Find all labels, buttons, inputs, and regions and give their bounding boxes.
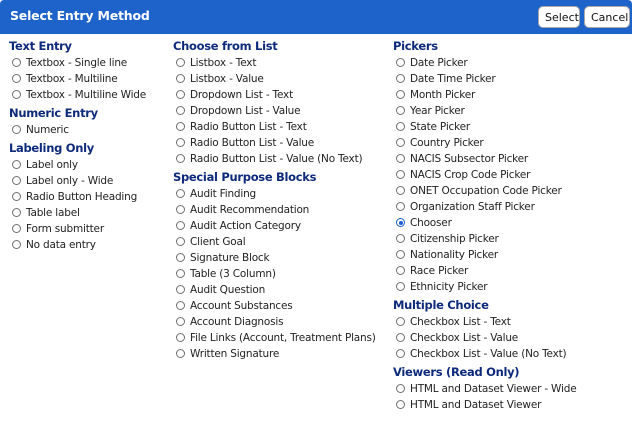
radio-button[interactable] bbox=[396, 170, 405, 179]
section-multiple-choice bbox=[393, 297, 629, 362]
option-label[interactable]: Chooser bbox=[410, 217, 452, 229]
option-label[interactable]: Numeric bbox=[26, 124, 69, 136]
radio-button[interactable] bbox=[12, 74, 21, 83]
radio-button[interactable] bbox=[396, 384, 405, 393]
section-heading: Viewers (Read Only) bbox=[393, 365, 520, 379]
radio-button[interactable] bbox=[396, 218, 405, 227]
option-label[interactable]: Citizenship Picker bbox=[410, 233, 499, 245]
option-label[interactable]: Radio Button List - Value (No Text) bbox=[190, 153, 363, 165]
option-race-picker[interactable] bbox=[393, 263, 629, 279]
section-special-purpose-blocks bbox=[173, 169, 389, 362]
option-label[interactable]: Table (3 Column) bbox=[190, 268, 276, 280]
option-nacis-crop-code-picker[interactable] bbox=[393, 167, 629, 183]
option-textbox-multiline[interactable] bbox=[9, 71, 169, 87]
radio-button[interactable] bbox=[396, 349, 405, 358]
option-radio-button-list-value-no-text[interactable] bbox=[173, 151, 389, 167]
option-label[interactable]: Radio Button List - Value bbox=[190, 137, 315, 149]
option-dropdown-list-value[interactable] bbox=[173, 103, 389, 119]
section-heading: Multiple Choice bbox=[393, 298, 489, 312]
option-table-3-column[interactable] bbox=[173, 266, 389, 282]
option-signature-block[interactable] bbox=[173, 250, 389, 266]
option-label[interactable]: Account Substances bbox=[190, 300, 293, 312]
radio-button[interactable] bbox=[176, 58, 185, 67]
option-label[interactable]: File Links (Account, Treatment Plans) bbox=[190, 332, 376, 344]
radio-button[interactable] bbox=[176, 205, 185, 214]
option-year-picker[interactable] bbox=[393, 103, 629, 119]
option-label[interactable]: Checkbox List - Value (No Text) bbox=[410, 348, 567, 360]
radio-button[interactable] bbox=[12, 90, 21, 99]
section-heading: Choose from List bbox=[173, 39, 278, 53]
select-button[interactable]: Select bbox=[538, 6, 580, 28]
option-radio-button-heading[interactable] bbox=[9, 189, 169, 205]
option-radio-button-list-value[interactable] bbox=[173, 135, 389, 151]
radio-button[interactable] bbox=[396, 317, 405, 326]
option-label[interactable]: Written Signature bbox=[190, 348, 280, 360]
option-label[interactable]: Form submitter bbox=[26, 223, 104, 235]
option-date-time-picker[interactable] bbox=[393, 71, 629, 87]
radio-button[interactable] bbox=[12, 224, 21, 233]
radio-button[interactable] bbox=[176, 189, 185, 198]
radio-button[interactable] bbox=[396, 154, 405, 163]
option-label[interactable]: Audit Question bbox=[190, 284, 266, 296]
dialog-titlebar bbox=[0, 0, 632, 34]
radio-button[interactable] bbox=[396, 266, 405, 275]
option-ethnicity-picker[interactable] bbox=[393, 279, 629, 295]
radio-button[interactable] bbox=[176, 269, 185, 278]
option-label[interactable]: Organization Staff Picker bbox=[410, 201, 535, 213]
radio-button[interactable] bbox=[176, 138, 185, 147]
radio-button[interactable] bbox=[176, 301, 185, 310]
option-audit-recommendation[interactable] bbox=[173, 202, 389, 218]
radio-button[interactable] bbox=[176, 237, 185, 246]
option-label[interactable]: Country Picker bbox=[410, 137, 484, 149]
radio-button[interactable] bbox=[396, 90, 405, 99]
radio-button[interactable] bbox=[176, 333, 185, 342]
option-client-goal[interactable] bbox=[173, 234, 389, 250]
option-form-submitter[interactable] bbox=[9, 221, 169, 237]
radio-button[interactable] bbox=[176, 154, 185, 163]
option-label[interactable]: Month Picker bbox=[410, 89, 476, 101]
option-label[interactable]: Audit Finding bbox=[190, 188, 257, 200]
section-viewers-read-only bbox=[393, 364, 629, 413]
option-label[interactable]: ONET Occupation Code Picker bbox=[410, 185, 562, 197]
section-heading: Pickers bbox=[393, 39, 438, 53]
option-label-only[interactable] bbox=[9, 157, 169, 173]
option-country-picker[interactable] bbox=[393, 135, 629, 151]
radio-button[interactable] bbox=[396, 234, 405, 243]
option-written-signature[interactable] bbox=[173, 346, 389, 362]
section-choose-from-list bbox=[173, 38, 389, 167]
radio-button[interactable] bbox=[396, 106, 405, 115]
radio-button[interactable] bbox=[12, 160, 21, 169]
option-label[interactable]: Listbox - Value bbox=[190, 73, 264, 85]
section-heading: Special Purpose Blocks bbox=[173, 170, 317, 184]
section-pickers bbox=[393, 38, 629, 295]
option-organization-staff-picker[interactable] bbox=[393, 199, 629, 215]
option-label[interactable]: No data entry bbox=[26, 239, 96, 251]
radio-button[interactable] bbox=[396, 138, 405, 147]
section-labeling-only bbox=[9, 140, 169, 253]
cancel-button[interactable]: Cancel bbox=[584, 6, 630, 28]
radio-button[interactable] bbox=[176, 349, 185, 358]
section-heading: Numeric Entry bbox=[9, 106, 98, 120]
option-citizenship-picker[interactable] bbox=[393, 231, 629, 247]
section-numeric-entry bbox=[9, 105, 169, 138]
option-label[interactable]: Listbox - Text bbox=[190, 57, 257, 69]
radio-button[interactable] bbox=[396, 122, 405, 131]
option-listbox-text[interactable] bbox=[173, 55, 389, 71]
option-label[interactable]: Textbox - Multiline bbox=[26, 73, 118, 85]
option-label[interactable]: NACIS Subsector Picker bbox=[410, 153, 529, 165]
option-label[interactable]: Client Goal bbox=[190, 236, 246, 248]
option-label[interactable]: Nationality Picker bbox=[410, 249, 499, 261]
option-html-and-dataset-viewer-wide[interactable] bbox=[393, 381, 629, 397]
radio-button[interactable] bbox=[176, 106, 185, 115]
option-label-only-wide[interactable] bbox=[9, 173, 169, 189]
option-label[interactable]: HTML and Dataset Viewer bbox=[410, 399, 542, 411]
option-label[interactable]: Table label bbox=[26, 207, 80, 219]
option-label[interactable]: Label only - Wide bbox=[26, 175, 114, 187]
radio-button[interactable] bbox=[396, 250, 405, 259]
option-file-links-account-treatment-plans[interactable] bbox=[173, 330, 389, 346]
section-text-entry bbox=[9, 38, 169, 103]
option-label[interactable]: Race Picker bbox=[410, 265, 469, 277]
column-1 bbox=[9, 38, 169, 253]
option-listbox-value[interactable] bbox=[173, 71, 389, 87]
radio-button[interactable] bbox=[396, 74, 405, 83]
radio-button[interactable] bbox=[176, 253, 185, 262]
option-textbox-single-line[interactable] bbox=[9, 55, 169, 71]
option-label[interactable]: Date Time Picker bbox=[410, 73, 496, 85]
radio-button[interactable] bbox=[12, 125, 21, 134]
option-numeric[interactable] bbox=[9, 122, 169, 138]
option-textbox-multiline-wide[interactable] bbox=[9, 87, 169, 103]
option-month-picker[interactable] bbox=[393, 87, 629, 103]
option-label[interactable]: Audit Recommendation bbox=[190, 204, 310, 216]
dialog-title: Select Entry Method bbox=[10, 8, 150, 23]
radio-button[interactable] bbox=[176, 221, 185, 230]
radio-button[interactable] bbox=[176, 122, 185, 131]
radio-button[interactable] bbox=[396, 58, 405, 67]
radio-button[interactable] bbox=[12, 208, 21, 217]
option-label[interactable]: Radio Button List - Text bbox=[190, 121, 307, 133]
option-label[interactable]: Audit Action Category bbox=[190, 220, 301, 232]
option-checkbox-list-text[interactable] bbox=[393, 314, 629, 330]
option-label[interactable]: State Picker bbox=[410, 121, 471, 133]
option-account-substances[interactable] bbox=[173, 298, 389, 314]
radio-button[interactable] bbox=[12, 176, 21, 185]
option-label[interactable]: Dropdown List - Value bbox=[190, 105, 301, 117]
option-audit-action-category[interactable] bbox=[173, 218, 389, 234]
radio-button[interactable] bbox=[176, 74, 185, 83]
option-label[interactable]: Radio Button Heading bbox=[26, 191, 138, 203]
option-radio-button-list-text[interactable] bbox=[173, 119, 389, 135]
radio-button[interactable] bbox=[396, 282, 405, 291]
section-heading: Text Entry bbox=[9, 39, 72, 53]
option-account-diagnosis[interactable] bbox=[173, 314, 389, 330]
radio-button[interactable] bbox=[12, 240, 21, 249]
option-label[interactable]: Dropdown List - Text bbox=[190, 89, 293, 101]
option-checkbox-list-value-no-text[interactable] bbox=[393, 346, 629, 362]
option-audit-question[interactable] bbox=[173, 282, 389, 298]
option-label[interactable]: Checkbox List - Value bbox=[410, 332, 519, 344]
column-3 bbox=[393, 38, 629, 413]
option-html-and-dataset-viewer[interactable] bbox=[393, 397, 629, 413]
option-label[interactable]: Ethnicity Picker bbox=[410, 281, 488, 293]
section-heading: Labeling Only bbox=[9, 141, 94, 155]
radio-button[interactable] bbox=[12, 58, 21, 67]
option-nacis-subsector-picker[interactable] bbox=[393, 151, 629, 167]
option-label[interactable]: Year Picker bbox=[410, 105, 465, 117]
option-state-picker[interactable] bbox=[393, 119, 629, 135]
radio-button[interactable] bbox=[396, 186, 405, 195]
option-label[interactable]: NACIS Crop Code Picker bbox=[410, 169, 531, 181]
option-date-picker[interactable] bbox=[393, 55, 629, 71]
option-audit-finding[interactable] bbox=[173, 186, 389, 202]
radio-button[interactable] bbox=[176, 285, 185, 294]
option-dropdown-list-text[interactable] bbox=[173, 87, 389, 103]
option-nationality-picker[interactable] bbox=[393, 247, 629, 263]
column-2 bbox=[173, 38, 389, 362]
option-label[interactable]: Signature Block bbox=[190, 252, 270, 264]
option-checkbox-list-value[interactable] bbox=[393, 330, 629, 346]
option-label[interactable]: Textbox - Single line bbox=[26, 57, 128, 69]
radio-button[interactable] bbox=[396, 202, 405, 211]
option-chooser[interactable] bbox=[393, 215, 629, 231]
option-label[interactable]: Date Picker bbox=[410, 57, 468, 69]
option-label[interactable]: HTML and Dataset Viewer - Wide bbox=[410, 383, 577, 395]
option-label[interactable]: Account Diagnosis bbox=[190, 316, 284, 328]
radio-button[interactable] bbox=[176, 317, 185, 326]
option-no-data-entry[interactable] bbox=[9, 237, 169, 253]
option-onet-occupation-code-picker[interactable] bbox=[393, 183, 629, 199]
radio-button[interactable] bbox=[396, 400, 405, 409]
option-table-label[interactable] bbox=[9, 205, 169, 221]
option-label[interactable]: Checkbox List - Text bbox=[410, 316, 511, 328]
option-label[interactable]: Label only bbox=[26, 159, 78, 171]
radio-button[interactable] bbox=[12, 192, 21, 201]
radio-button[interactable] bbox=[176, 90, 185, 99]
option-label[interactable]: Textbox - Multiline Wide bbox=[26, 89, 147, 101]
radio-button[interactable] bbox=[396, 333, 405, 342]
